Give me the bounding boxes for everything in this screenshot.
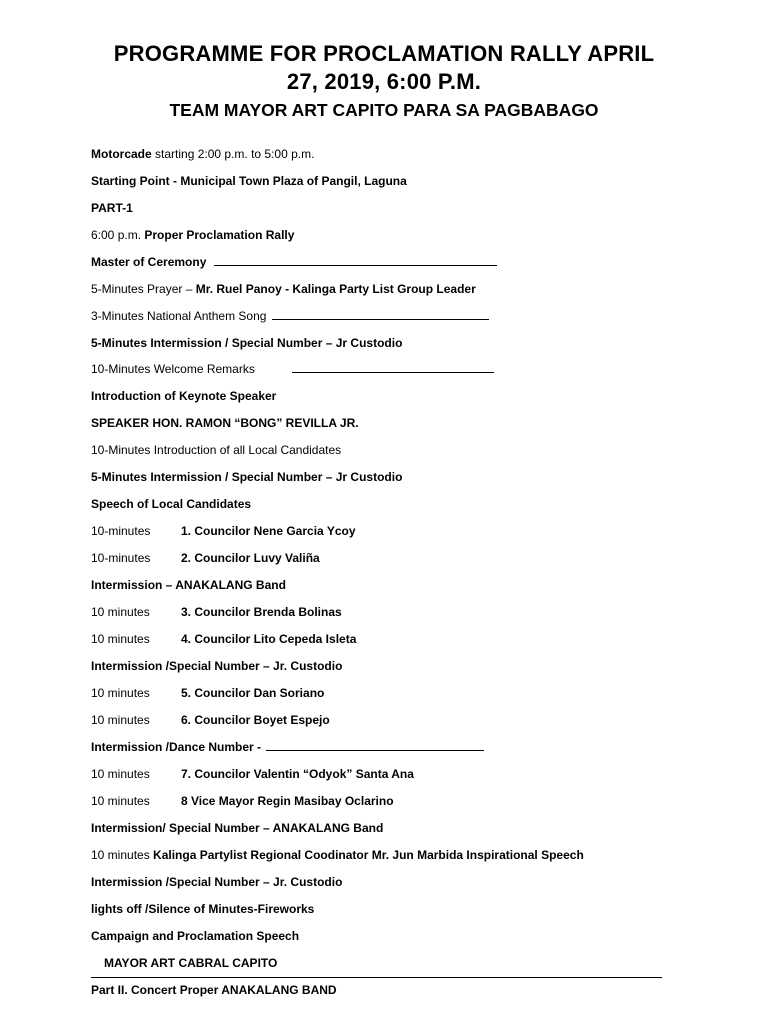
candidate-1-time: 10-minutes (91, 524, 151, 538)
local-candidates-intro: 10-Minutes Introduction of all Local Candidates (91, 443, 342, 457)
motorcade-line (91, 146, 314, 162)
prayer-line (91, 281, 476, 297)
candidate-2-name: 2. Councilor Luvy Valiña (181, 551, 320, 565)
candidate-row-4 (91, 631, 356, 647)
candidate-row-5 (91, 685, 324, 701)
intermission-1: 5-Minutes Intermission / Special Number – Jr Custodio (91, 336, 403, 350)
candidate-7-time: 10 minutes (91, 767, 150, 781)
welcome-label: 10-Minutes Welcome Remarks (91, 362, 255, 376)
intermission-5: Intermission /Special Number – Jr. Custodio (91, 875, 343, 889)
candidate-4-time: 10 minutes (91, 632, 150, 646)
starting-point: Starting Point - Municipal Town Plaza of Pangil, Laguna (91, 174, 407, 188)
welcome-line (91, 361, 494, 377)
candidate-row-3 (91, 604, 342, 620)
mayor-name: MAYOR ART CABRAL CAPITO (104, 956, 278, 970)
master-of-ceremony-blank (214, 254, 497, 266)
candidate-row-2 (91, 550, 320, 566)
intermission-4: Intermission/ Special Number – ANAKALANG Band (91, 821, 384, 835)
anthem-blank (272, 308, 489, 320)
candidate-3-name: 3. Councilor Brenda Bolinas (181, 605, 342, 619)
part-1-heading: PART-1 (91, 201, 133, 215)
candidate-5-name: 5. Councilor Dan Soriano (181, 686, 325, 700)
candidate-8-time: 10 minutes (91, 794, 150, 808)
part-2-heading: Part II. Concert Proper ANAKALANG BAND (91, 983, 337, 997)
welcome-blank (292, 361, 494, 373)
candidate-row-1 (91, 523, 356, 539)
keynote-intro: Introduction of Keynote Speaker (91, 389, 277, 403)
prayer-prefix: 5-Minutes Prayer – (91, 282, 196, 296)
candidate-6-name: 6. Councilor Boyet Espejo (181, 713, 330, 727)
intermission-dance-blank (266, 739, 484, 751)
proper-rally-line (91, 227, 294, 243)
proper-time: 6:00 p.m. (91, 228, 145, 242)
master-of-ceremony-label: Master of Ceremony (91, 255, 207, 269)
intermission-dance-label: Intermission /Dance Number - (91, 740, 262, 754)
intermission-2: 5-Minutes Intermission / Special Number – Jr Custodio (91, 470, 403, 484)
candidate-row-8 (91, 793, 394, 809)
candidate-2-time: 10-minutes (91, 551, 151, 565)
keynote-speaker: SPEAKER HON. RAMON “BONG” REVILLA JR. (91, 416, 359, 430)
motorcade-label: Motorcade (91, 147, 152, 161)
candidate-6-time: 10 minutes (91, 713, 150, 727)
anthem-label: 3-Minutes National Anthem Song (91, 309, 267, 323)
master-of-ceremony-line (91, 254, 497, 270)
candidate-3-time: 10 minutes (91, 605, 150, 619)
motorcade-time: starting 2:00 p.m. to 5:00 p.m. (151, 147, 315, 161)
speech-local-heading: Speech of Local Candidates (91, 497, 252, 511)
campaign-speech-heading: Campaign and Proclamation Speech (91, 929, 300, 943)
intermission-band: Intermission – ANAKALANG Band (91, 578, 286, 592)
kalinga-speech: Kalinga Partylist Regional Coodinator Mr. Jun Marbida Inspirational Speech (153, 848, 584, 862)
prayer-detail: Mr. Ruel Panoy - Kalinga Party List Group Leader (195, 282, 476, 296)
kalinga-time: 10 minutes (91, 848, 154, 862)
subtitle: TEAM MAYOR ART CAPITO PARA SA PAGBABAGO (169, 100, 599, 120)
candidate-4-name: 4. Councilor Lito Cepeda Isleta (181, 632, 357, 646)
divider-line (91, 977, 662, 978)
title-line-2: 27, 2019, 6:00 P.M. (286, 69, 482, 94)
candidate-5-time: 10 minutes (91, 686, 150, 700)
candidate-row-7 (91, 766, 414, 782)
candidate-1-name: 1. Councilor Nene Garcia Ycoy (181, 524, 356, 538)
candidate-7-name: 7. Councilor Valentin “Odyok” Santa Ana (181, 767, 414, 781)
candidate-row-6 (91, 712, 330, 728)
anthem-line (91, 308, 489, 324)
candidate-8-name: 8 Vice Mayor Regin Masibay Oclarino (181, 794, 394, 808)
title-line-1: PROGRAMME FOR PROCLAMATION RALLY APRIL (113, 41, 655, 66)
intermission-3: Intermission /Special Number – Jr. Custodio (91, 659, 343, 673)
fireworks-line: lights off /Silence of Minutes-Fireworks (91, 902, 315, 916)
kalinga-speech-line (91, 847, 584, 863)
proper-label: Proper Proclamation Rally (144, 228, 295, 242)
intermission-dance-line (91, 739, 484, 755)
